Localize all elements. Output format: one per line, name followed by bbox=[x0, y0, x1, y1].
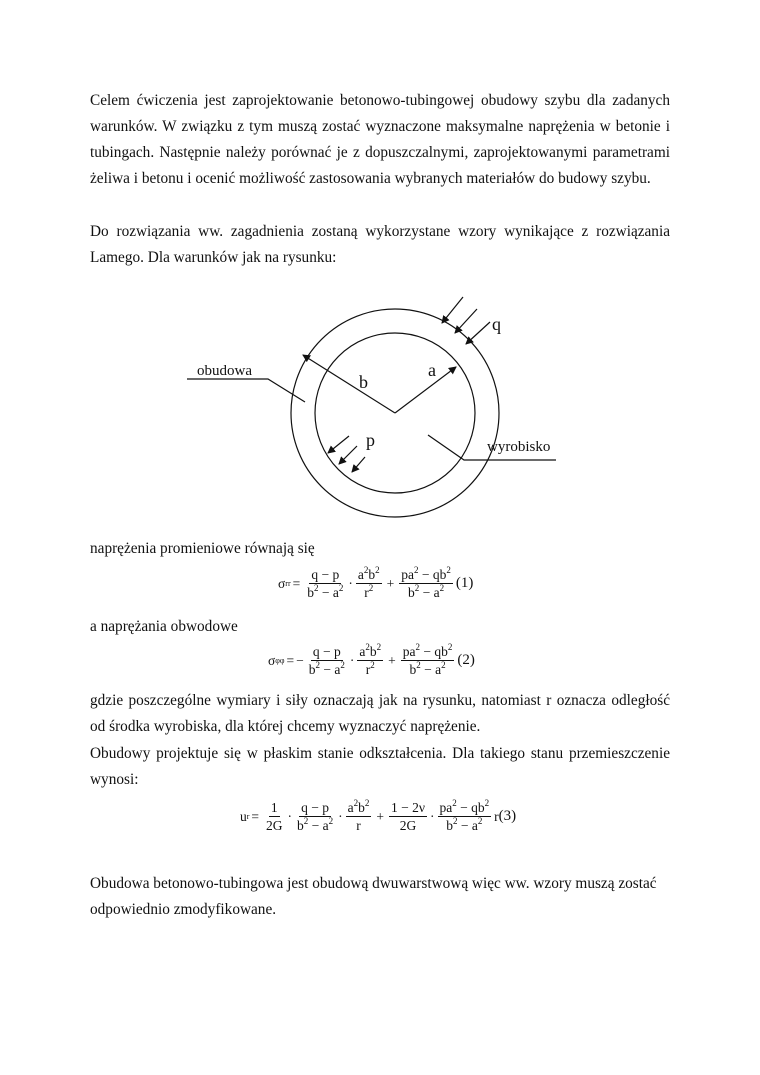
text-line: Obudowy projektuje się w płaskim stanie odkształcenia. Dla takiego stanu przemieszczenie bbox=[90, 745, 670, 762]
label-a: a bbox=[428, 360, 436, 380]
load-p-arrow bbox=[352, 457, 365, 472]
load-p-arrow bbox=[339, 446, 357, 464]
eq-term: q − p bbox=[311, 567, 340, 582]
equation-3: u r = $\frac{1}{2G}$ · q − p $b^2 - a^2$ · $a^2b^2$ r + $\frac{1 - 2\nu}{2G}$ · $pa^2 - qb^2$ $b^2 - a^2$ r (3) bbox=[240, 798, 517, 833]
eq-number: (3) bbox=[498, 808, 517, 824]
text-line: gdzie poszczególne wymiary i siły oznaczają jak na rysunku, natomiast r oznacza odległość bbox=[90, 692, 670, 709]
label-b: b bbox=[359, 372, 368, 392]
text-line: odpowiednio zmodyfikowane. bbox=[90, 901, 277, 918]
text-line: naprężenia promieniowe równają się bbox=[90, 540, 315, 557]
text-line: żeliwa i betonu i ocenić możliwość zastosowania wybranych materiałów do budowy szybu. bbox=[90, 170, 651, 187]
eq-number: (2) bbox=[457, 652, 475, 668]
label-obudowa: obudowa bbox=[197, 363, 252, 379]
load-p-arrow bbox=[328, 436, 349, 453]
eq-symbol: u bbox=[240, 808, 247, 824]
text-line: warunków. W związku z tym muszą zostać wyznaczone maksymalne naprężenia w betonie i bbox=[90, 118, 670, 135]
load-q-arrow bbox=[442, 297, 463, 323]
text-line: od środka wyrobiska, dla której chcemy wyznaczyć naprężenie. bbox=[90, 718, 481, 735]
text-line: Do rozwiązania ww. zagadnienia zostaną wykorzystane wzory wynikające z rozwiązania bbox=[90, 223, 670, 240]
label-wyrobisko: wyrobisko bbox=[487, 439, 551, 455]
radius-b-arrow bbox=[303, 355, 395, 413]
eq-symbol: σ bbox=[278, 575, 286, 591]
eq-number: (1) bbox=[455, 575, 474, 591]
text-line: Obudowa betonowo-tubingowa jest obudową dwuwarstwową więc ww. wzory muszą zostać bbox=[90, 875, 657, 892]
equation-2: σ φφ = − $\frac{q - p}{b^2 - a^2}$ · $a^2b^2$ $r^2$ + $\frac{pa^2 - qb^2}{b^2 - a^2}$ (2) bbox=[268, 642, 475, 677]
text-line: tubingach. Następnie należy porównać je z dopuszczalnymi, zaprojektowanymi parametrami bbox=[90, 144, 670, 161]
load-q-arrow bbox=[466, 322, 490, 344]
text-line: Lamego. Dla warunków jak na rysunku: bbox=[90, 249, 337, 266]
load-q-arrow bbox=[455, 309, 477, 333]
leader-obudowa bbox=[187, 379, 305, 402]
radius-a-arrow bbox=[395, 367, 456, 413]
text-line: wynosi: bbox=[90, 771, 139, 788]
text-line: a naprężania obwodowe bbox=[90, 618, 238, 635]
text-line: Celem ćwiczenia jest zaprojektowanie betonowo-tubingowej obudowy szybu dla zadanych bbox=[90, 92, 670, 109]
label-p: p bbox=[366, 430, 375, 450]
eq-symbol: σ bbox=[268, 652, 276, 668]
label-q: q bbox=[492, 314, 501, 334]
equation-1: σ rr = $\frac{q - p}{b^2 - a^2}$ · $a^2b^2$ $r^2$ + $\frac{pa^2 - qb^2}{b^2 - a^2}$ (1) bbox=[278, 565, 474, 600]
